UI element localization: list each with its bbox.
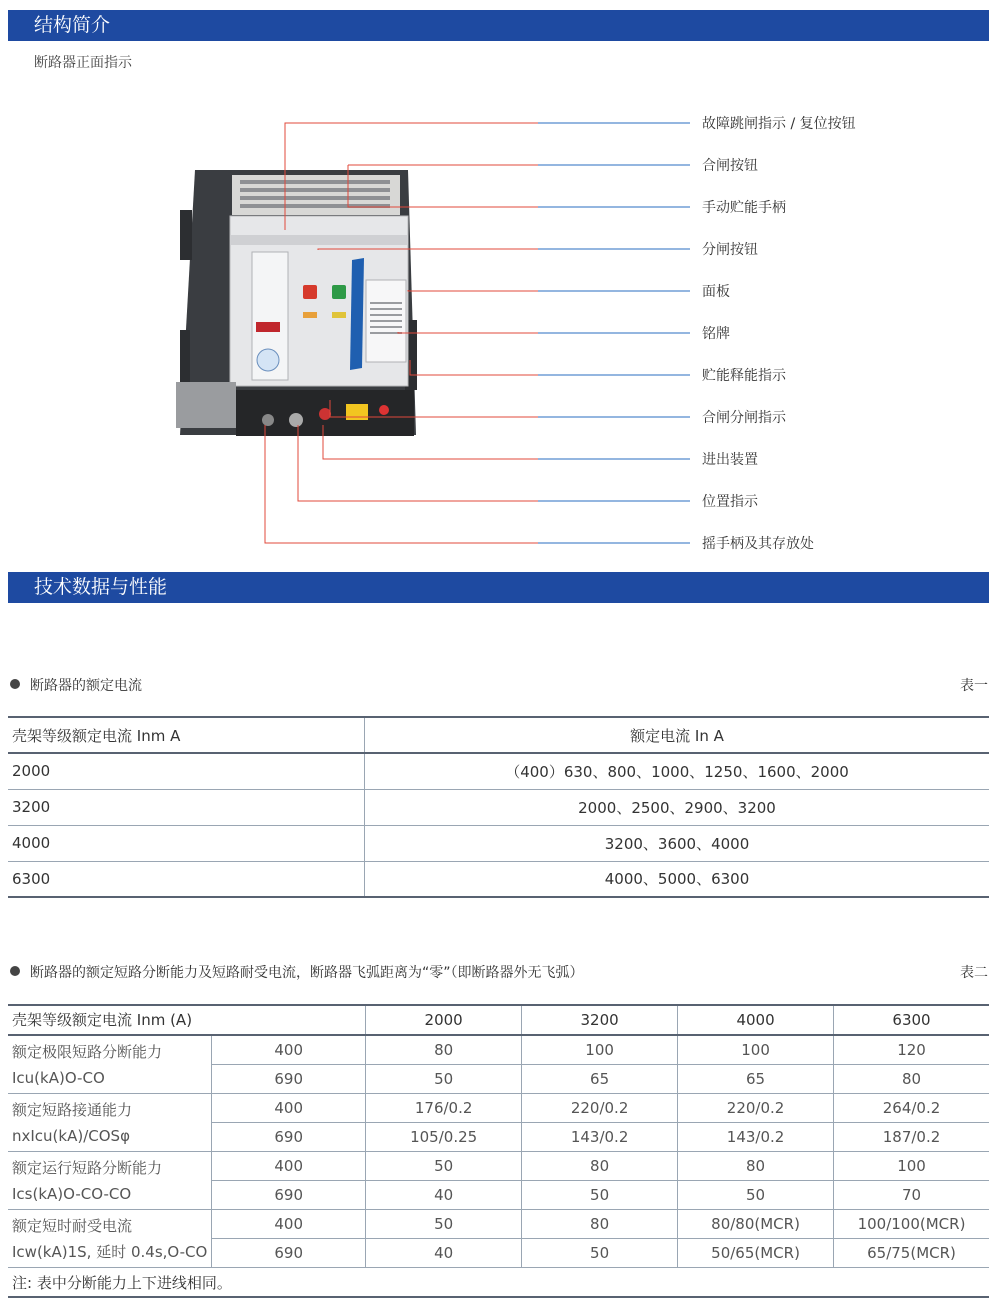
leader-line-red [318, 249, 538, 250]
leader-line-red [323, 425, 538, 459]
parameter-name-cn: 额定运行短路分断能力 [12, 1158, 163, 1177]
header-column: 2000 [366, 1005, 522, 1035]
value-cell: 40 [366, 1181, 522, 1210]
cell-rated: 4000、5000、6300 [365, 861, 990, 897]
leader-line-red [330, 400, 538, 417]
table1-tag: 表一 [960, 678, 988, 694]
header-column: 6300 [834, 1005, 989, 1035]
table2-caption [10, 962, 584, 982]
value-cell: 40 [366, 1239, 522, 1268]
parameter-name-symbol: Icw(kA)1S, 延时 0.4s,O-CO [12, 1242, 208, 1261]
callout-label: 手动贮能手柄 [702, 200, 786, 216]
leader-line-red [410, 360, 538, 375]
value-cell: 100 [678, 1035, 834, 1065]
value-cell: 100/100(MCR) [834, 1210, 989, 1239]
value-cell: 65 [522, 1065, 678, 1094]
table-row [8, 1035, 989, 1065]
table-row [8, 1152, 989, 1181]
voltage-cell: 400 [212, 1035, 366, 1065]
table2-caption-text: 断路器的额定短路分断能力及短路耐受电流，断路器飞弧距离为“零”（即断路器外无飞弧） [30, 965, 584, 981]
value-cell: 65/75(MCR) [834, 1239, 989, 1268]
voltage-cell: 400 [212, 1152, 366, 1181]
leader-line-red [408, 290, 538, 291]
table-note-row [8, 1268, 989, 1298]
cell-frame: 3200 [8, 789, 365, 825]
value-cell: 120 [834, 1035, 989, 1065]
table-row [8, 1210, 989, 1239]
rated-current-table [8, 716, 989, 898]
voltage-cell: 400 [212, 1210, 366, 1239]
voltage-cell: 690 [212, 1123, 366, 1152]
value-cell: 105/0.25 [366, 1123, 522, 1152]
section-title: 技术数据与性能 [34, 576, 168, 598]
parameter-name-symbol: nxIcu(kA)/COSφ [12, 1126, 130, 1145]
value-cell: 100 [834, 1152, 989, 1181]
short-circuit-capacity-table [8, 1004, 989, 1298]
value-cell: 143/0.2 [678, 1123, 834, 1152]
value-cell: 80 [678, 1152, 834, 1181]
value-cell: 220/0.2 [678, 1094, 834, 1123]
callout-label: 贮能释能指示 [702, 368, 786, 384]
value-cell: 80 [366, 1035, 522, 1065]
section-header-tech-data [8, 572, 989, 603]
table1-caption [10, 675, 142, 695]
value-cell: 50 [522, 1239, 678, 1268]
table-header-row [8, 1005, 989, 1035]
bullet-icon [10, 966, 20, 976]
cell-rated: （400）630、800、1000、1250、1600、2000 [365, 753, 990, 789]
leader-line-red [298, 425, 538, 501]
value-cell: 220/0.2 [522, 1094, 678, 1123]
value-cell: 50 [522, 1181, 678, 1210]
value-cell: 80/80(MCR) [678, 1210, 834, 1239]
parameter-name-cn: 额定短路接通能力 [12, 1100, 133, 1119]
callout-label: 分闸按钮 [702, 242, 758, 258]
value-cell: 187/0.2 [834, 1123, 989, 1152]
parameter-name [8, 1094, 212, 1152]
callout-label: 故障跳闸指示 / 复位按钮 [702, 116, 856, 132]
callout-label: 面板 [702, 284, 730, 300]
value-cell: 50 [366, 1152, 522, 1181]
table-note: 注: 表中分断能力上下进线相同。 [8, 1268, 989, 1298]
header-rated-current: 额定电流 In A [365, 717, 990, 753]
parameter-name-cn: 额定短时耐受电流 [12, 1216, 133, 1235]
section-header-structure [8, 10, 989, 41]
callout-label: 铭牌 [702, 326, 730, 342]
voltage-cell: 690 [212, 1065, 366, 1094]
parameter-name-cn: 额定极限短路分断能力 [12, 1042, 163, 1061]
cell-rated: 2000、2500、2900、3200 [365, 789, 990, 825]
section-title: 结构简介 [34, 14, 111, 36]
callout-leader-lines [0, 90, 1000, 560]
parameter-name [8, 1035, 212, 1094]
header-frame-current: 壳架等级额定电流 Inm A [8, 717, 365, 753]
leader-line-red [285, 123, 538, 230]
voltage-cell: 690 [212, 1181, 366, 1210]
cell-frame: 6300 [8, 861, 365, 897]
bullet-icon [10, 679, 20, 689]
table1-caption-text: 断路器的额定电流 [30, 678, 142, 694]
value-cell: 50 [366, 1210, 522, 1239]
callout-label: 进出装置 [702, 452, 758, 468]
parameter-name [8, 1210, 212, 1268]
leader-line-red [265, 425, 538, 543]
cell-rated: 3200、3600、4000 [365, 825, 990, 861]
value-cell: 50 [678, 1181, 834, 1210]
table-row [8, 861, 989, 897]
table-row [8, 1094, 989, 1123]
header-column: 4000 [678, 1005, 834, 1035]
leader-line-red [398, 332, 538, 333]
breaker-front-diagram [0, 90, 1000, 560]
parameter-name-symbol: Ics(kA)O-CO-CO [12, 1184, 132, 1203]
table-row [8, 789, 989, 825]
value-cell: 264/0.2 [834, 1094, 989, 1123]
voltage-cell: 690 [212, 1239, 366, 1268]
parameter-name-symbol: Icu(kA)O-CO [12, 1068, 105, 1087]
value-cell: 100 [522, 1035, 678, 1065]
value-cell: 80 [522, 1152, 678, 1181]
value-cell: 70 [834, 1181, 989, 1210]
value-cell: 50 [366, 1065, 522, 1094]
value-cell: 80 [522, 1210, 678, 1239]
cell-frame: 2000 [8, 753, 365, 789]
table-header-row [8, 717, 989, 753]
leader-line-red [348, 165, 538, 207]
parameter-name [8, 1152, 212, 1210]
voltage-cell: 400 [212, 1094, 366, 1123]
value-cell: 176/0.2 [366, 1094, 522, 1123]
table-row [8, 825, 989, 861]
value-cell: 50/65(MCR) [678, 1239, 834, 1268]
diagram-subtitle: 断路器正面指示 [34, 55, 132, 71]
value-cell: 80 [834, 1065, 989, 1094]
value-cell: 65 [678, 1065, 834, 1094]
header-frame-current: 壳架等级额定电流 Inm (A) [8, 1005, 366, 1035]
callout-label: 位置指示 [702, 494, 758, 510]
header-column: 3200 [522, 1005, 678, 1035]
callout-label: 摇手柄及其存放处 [702, 536, 814, 552]
callout-label: 合闸按钮 [702, 158, 758, 174]
table2-tag: 表二 [960, 965, 988, 981]
value-cell: 143/0.2 [522, 1123, 678, 1152]
cell-frame: 4000 [8, 825, 365, 861]
table-row [8, 753, 989, 789]
callout-label: 合闸分闸指示 [702, 410, 786, 426]
